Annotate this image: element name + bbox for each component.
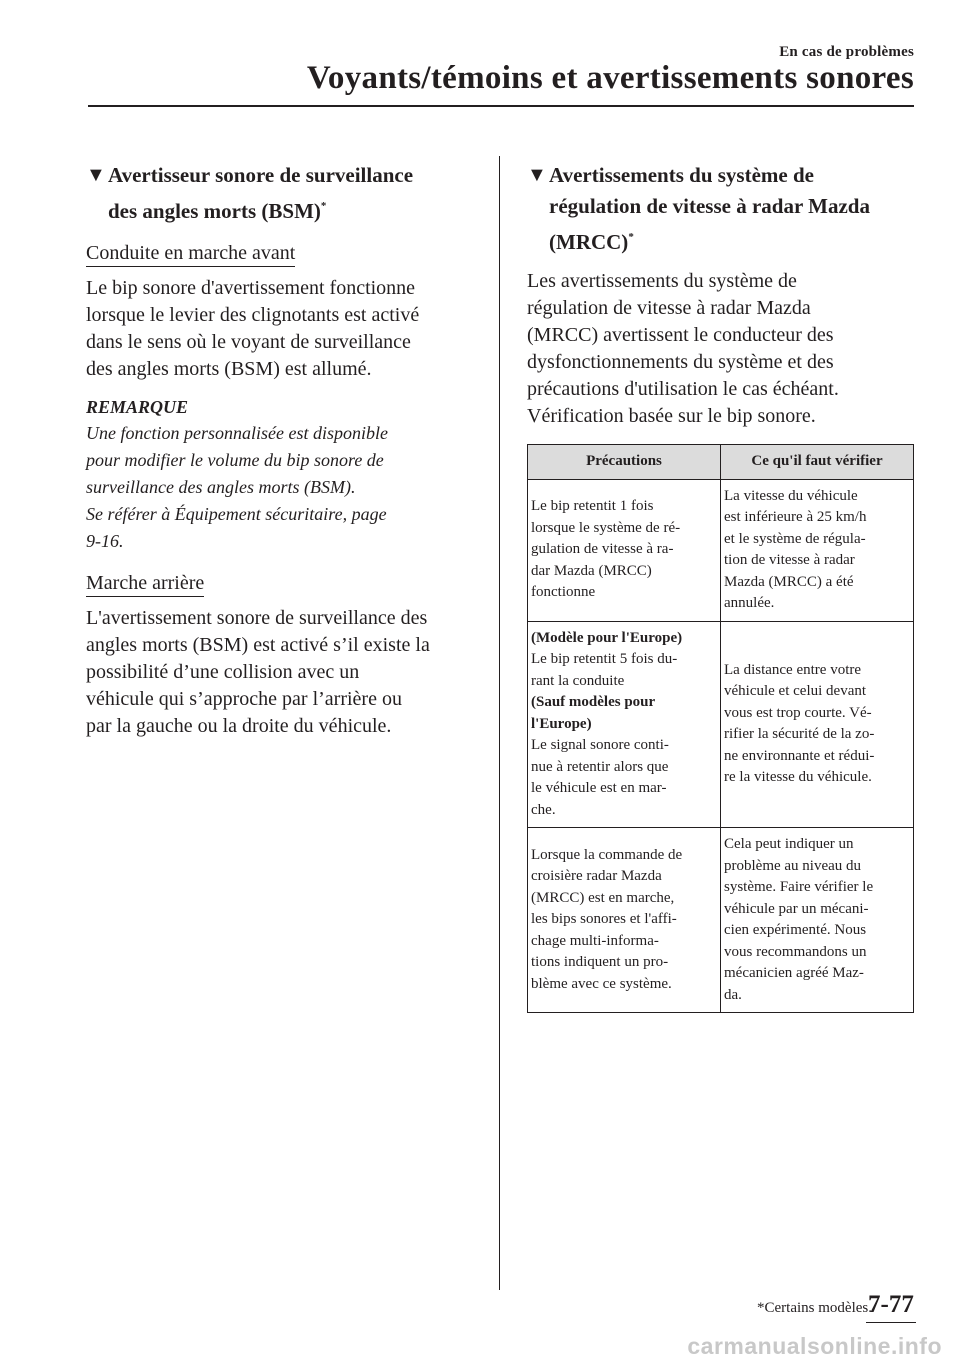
mrcc-intro-paragraph xyxy=(527,268,917,430)
cell-line: (Modèle pour l'Europe) xyxy=(531,629,683,646)
cell-line: les bips sonores et l'affi- xyxy=(531,911,677,928)
bsm-heading-line2: des angles morts (BSM) xyxy=(108,199,321,223)
text-line: Le bip sonore d'avertissement fonctionne xyxy=(86,277,416,299)
text-line: véhicule qui s’approche par l’arrière ou xyxy=(86,688,402,710)
triangle-bullet-icon: ▼ xyxy=(86,164,106,186)
page-title: Voyants/témoins et avertissements sonores xyxy=(306,60,914,96)
chapter-title: En cas de problèmes xyxy=(779,44,914,60)
check-cell xyxy=(721,479,914,621)
cell-line: La distance entre votre xyxy=(724,661,862,678)
text-line: angles morts (BSM) est activé s’il existe la xyxy=(86,634,430,656)
text-line: des angles morts (BSM) est allumé. xyxy=(86,358,372,380)
cell-line: vous recommandons un xyxy=(724,943,867,960)
precaution-cell xyxy=(528,621,721,828)
cell-line: véhicule et celui devant xyxy=(724,683,867,700)
text-line: Les avertissements du système de xyxy=(527,270,797,292)
cell-line: cien expérimenté. Nous xyxy=(724,922,867,938)
mrcc-section-heading xyxy=(527,160,917,258)
cell-line: ne environnante et rédui- xyxy=(724,747,875,764)
cell-line: l'Europe) xyxy=(531,715,592,732)
cell-line: fonctionne xyxy=(531,584,596,601)
cell-line: rant la conduite xyxy=(531,672,625,689)
note-text xyxy=(86,420,476,555)
note-line: surveillance des angles morts (BSM). xyxy=(86,477,356,497)
text-line: précautions d'utilisation le cas échéant. xyxy=(527,378,839,400)
text-line: dans le sens où le voyant de surveillance xyxy=(86,331,411,353)
table-row xyxy=(528,828,914,1013)
cell-line: annulée. xyxy=(724,595,775,611)
cell-line: le véhicule est en mar- xyxy=(531,780,667,796)
table-row xyxy=(528,479,914,621)
column-header-precautions: Précautions xyxy=(528,445,721,480)
mrcc-heading-line3: (MRCC) xyxy=(549,230,629,254)
mrcc-heading-line2: régulation de vitesse à radar Mazda xyxy=(549,194,870,218)
precaution-cell xyxy=(528,828,721,1013)
text-line: (MRCC) avertissent le conducteur des xyxy=(527,324,834,346)
cell-line: Le bip retentit 1 fois xyxy=(531,498,654,515)
text-line: régulation de vitesse à radar Mazda xyxy=(527,297,811,319)
bsm-section-heading xyxy=(86,160,476,227)
right-column xyxy=(527,160,917,1013)
note-line: 9-16. xyxy=(86,531,124,551)
cell-line: problème au niveau du xyxy=(724,857,862,874)
cell-line: Cela peut indiquer un xyxy=(724,836,854,852)
cell-line: Le signal sonore conti- xyxy=(531,737,669,753)
footnote-certain-models: *Certains modèles. xyxy=(757,1300,872,1316)
forward-paragraph xyxy=(86,275,476,383)
cell-line: système. Faire vérifier le xyxy=(724,879,874,895)
note-line: pour modifier le volume du bip sonore de xyxy=(86,450,384,470)
column-divider xyxy=(499,156,500,1290)
cell-line: Mazda (MRCC) a été xyxy=(724,573,854,590)
note-title: REMARQUE xyxy=(86,397,189,417)
precaution-cell xyxy=(528,479,721,621)
cell-line: est inférieure à 25 km/h xyxy=(724,509,867,525)
cell-line: La vitesse du véhicule xyxy=(724,487,858,504)
text-line: dysfonctionnements du système et des xyxy=(527,351,834,373)
cell-line: re la vitesse du véhicule. xyxy=(724,769,872,786)
bsm-heading-line1: Avertisseur sonore de surveillance xyxy=(108,163,414,187)
cell-line: nue à retentir alors que xyxy=(531,758,669,775)
cell-line: Le bip retentit 5 fois du- xyxy=(531,651,678,667)
cell-line: mécanicien agréé Maz- xyxy=(724,965,864,981)
text-line: possibilité d’une collision avec un xyxy=(86,661,360,683)
asterisk-mark: * xyxy=(320,200,327,212)
cell-line: dar Mazda (MRCC) xyxy=(531,562,652,579)
cell-line: lorsque le système de ré- xyxy=(531,519,681,536)
cell-line: gulation de vitesse à ra- xyxy=(531,541,674,558)
cell-line: tions indiquent un pro- xyxy=(531,954,669,971)
page-number-rule xyxy=(866,1322,916,1323)
text-line: Vérification basée sur le bip sonore. xyxy=(527,405,816,427)
check-cell xyxy=(721,621,914,828)
table-header-row xyxy=(528,445,914,480)
asterisk-mark: * xyxy=(628,231,634,243)
cell-line: (MRCC) est en marche, xyxy=(531,889,675,906)
reverse-paragraph xyxy=(86,605,476,740)
column-header-check: Ce qu'il faut vérifier xyxy=(721,445,914,480)
cell-line: tion de vitesse à radar xyxy=(724,552,855,568)
warnings-table xyxy=(527,444,914,1013)
note-line: Se référer à Équipement sécuritaire, page xyxy=(86,504,387,524)
cell-line: da. xyxy=(724,986,742,1003)
cell-line: che. xyxy=(531,801,556,818)
watermark-logo: carmanualsonline.info xyxy=(687,1333,942,1359)
triangle-bullet-icon: ▼ xyxy=(527,164,547,186)
cell-line: (Sauf modèles pour xyxy=(531,694,656,710)
page-number: 7-77 xyxy=(868,1291,914,1318)
text-line: lorsque le levier des clignotants est activé xyxy=(86,304,420,326)
cell-line: rifier la sécurité de la zo- xyxy=(724,726,875,743)
cell-line: Lorsque la commande de xyxy=(531,846,683,863)
cell-line: et le système de régula- xyxy=(724,530,866,547)
header-rule xyxy=(88,105,914,107)
cell-line: chage multi-informa- xyxy=(531,932,659,949)
cell-line: vous est trop courte. Vé- xyxy=(724,704,872,721)
subhead-forward: Conduite en marche avant xyxy=(86,241,295,267)
text-line: par la gauche ou la droite du véhicule. xyxy=(86,715,392,737)
cell-line: croisière radar Mazda xyxy=(531,868,662,885)
subhead-reverse: Marche arrière xyxy=(86,571,204,597)
mrcc-heading-line1: Avertissements du système de xyxy=(549,163,814,187)
table-row xyxy=(528,621,914,828)
left-column xyxy=(86,160,476,740)
text-line: L'avertissement sonore de surveillance des xyxy=(86,607,428,629)
cell-line: blème avec ce système. xyxy=(531,975,672,992)
cell-line: véhicule par un mécani- xyxy=(724,900,869,917)
check-cell xyxy=(721,828,914,1013)
note-line: Une fonction personnalisée est disponible xyxy=(86,423,388,443)
